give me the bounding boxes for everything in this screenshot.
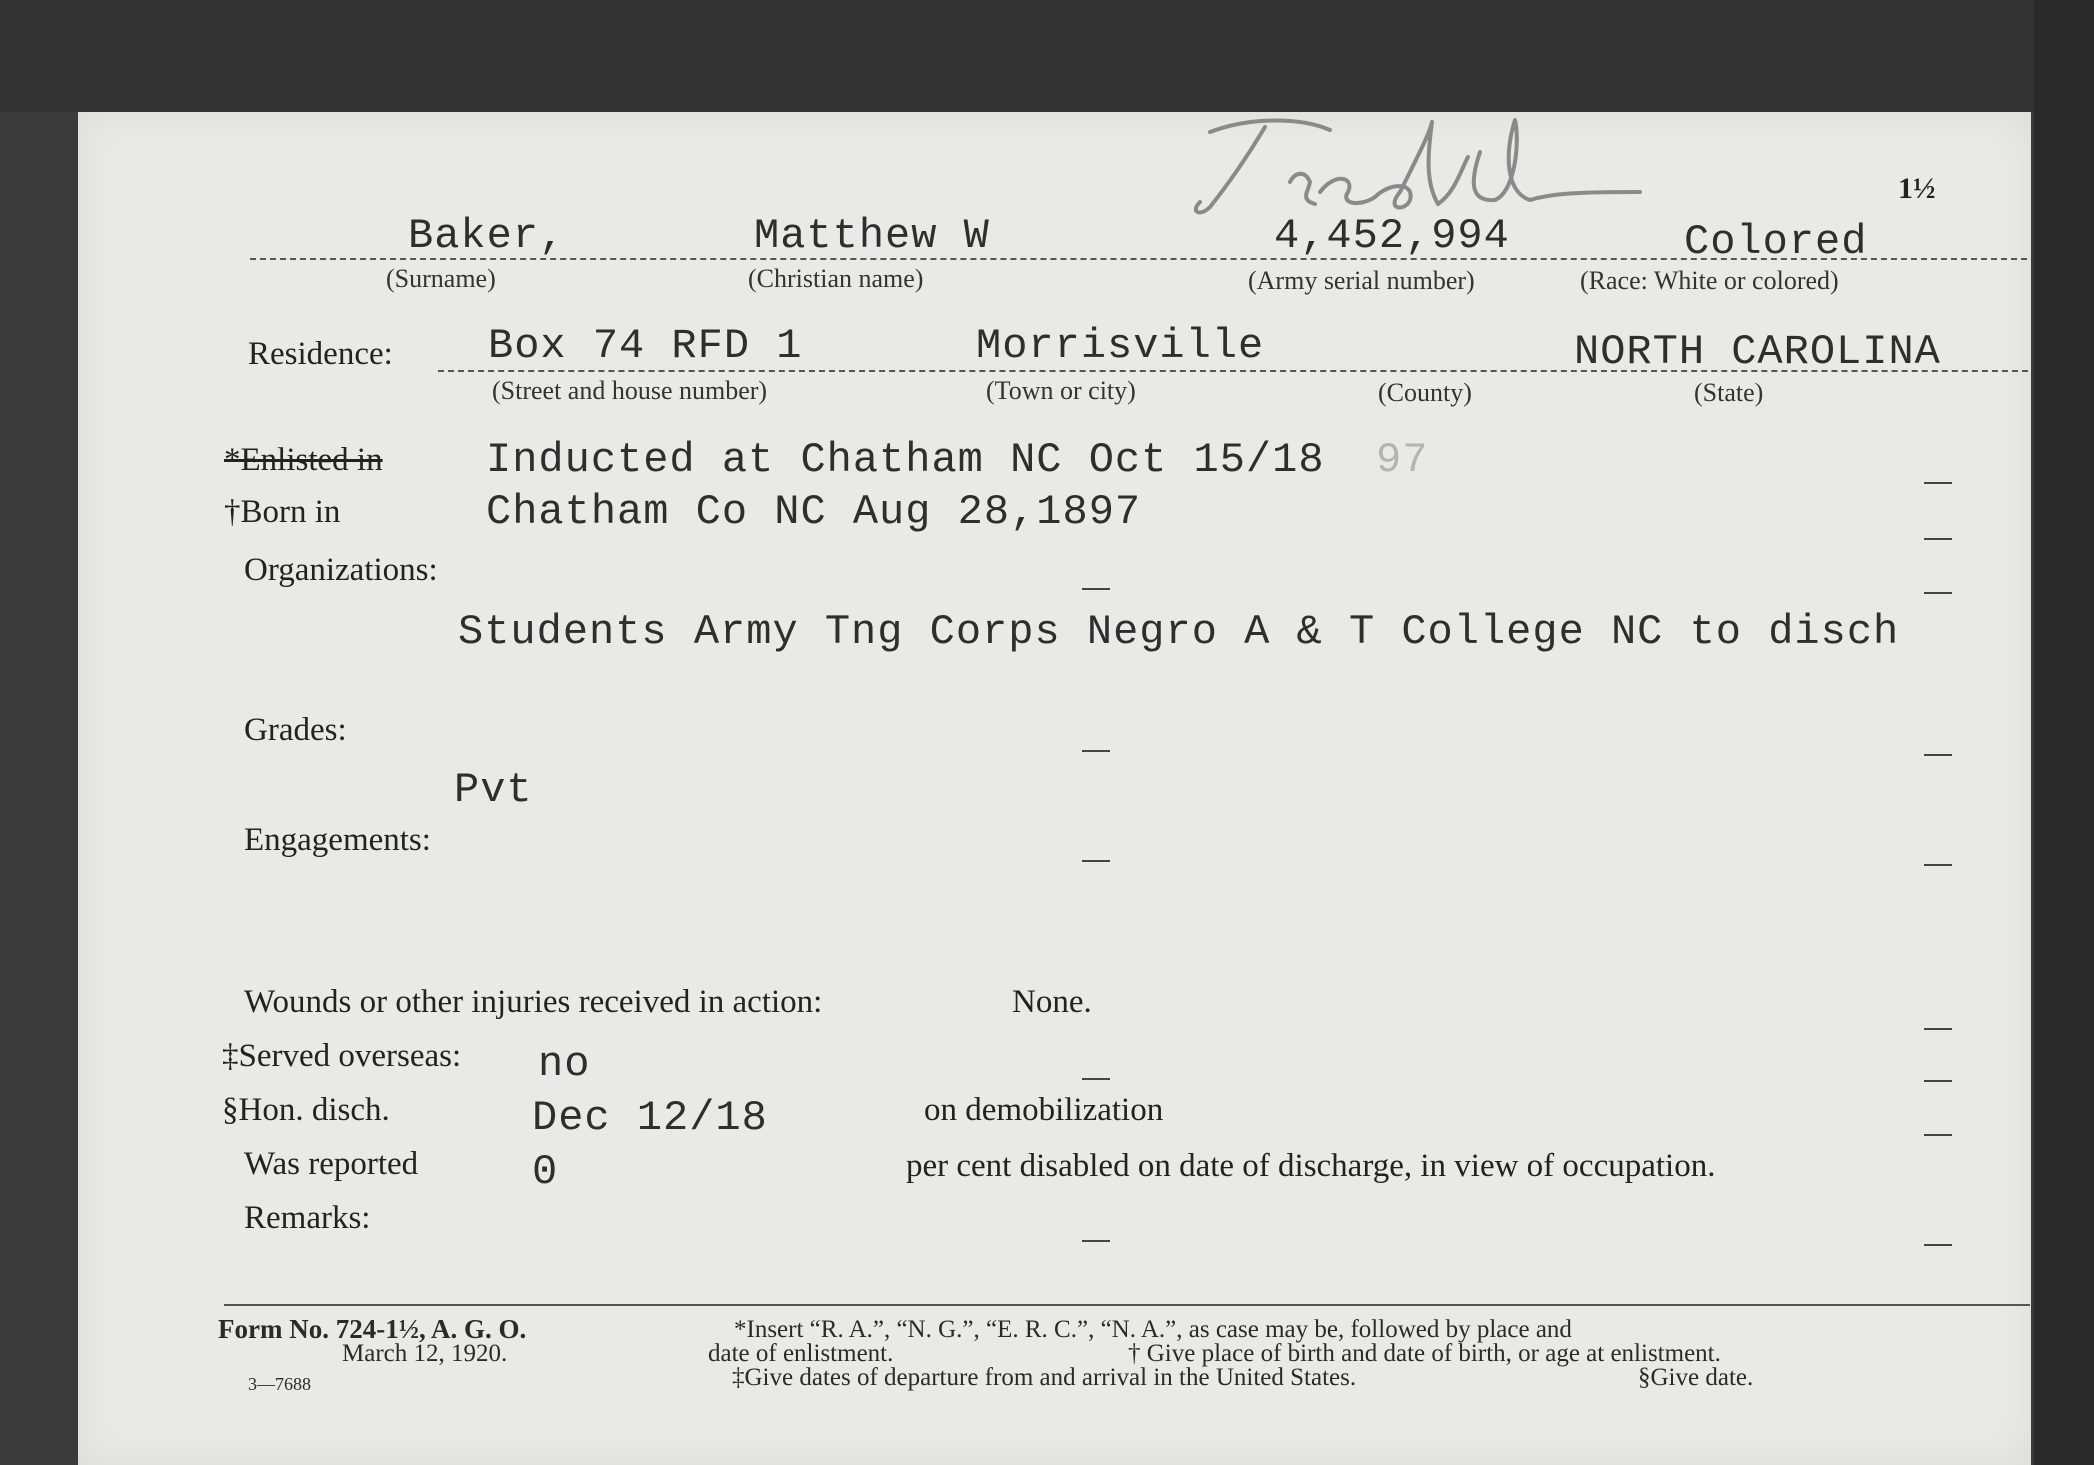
margin-dash — [1924, 592, 1952, 594]
race-value: Colored — [1684, 218, 1868, 266]
was-reported-suffix: per cent disabled on date of discharge, in view of occupation. — [906, 1148, 1716, 1184]
center-dash — [1082, 1078, 1110, 1080]
print-number: 3—7688 — [248, 1374, 311, 1394]
margin-dash — [1924, 864, 1952, 866]
engagements-label: Engagements: — [244, 822, 431, 858]
center-dash — [1082, 860, 1110, 862]
residence-state-value: NORTH CAROLINA — [1574, 328, 1941, 376]
christian-name-value: Matthew W — [754, 212, 990, 260]
footnote-discharge: §Give date. — [1638, 1364, 1754, 1391]
grades-label: Grades: — [244, 712, 347, 748]
center-dash — [1082, 1240, 1110, 1242]
christian-name-caption: (Christian name) — [748, 264, 924, 293]
wounds-value: None. — [1012, 984, 1092, 1020]
serial-number-caption: (Army serial number) — [1248, 266, 1475, 295]
scan-backdrop — [0, 0, 2094, 112]
surname-caption: (Surname) — [386, 264, 496, 293]
residence-street-value: Box 74 RFD 1 — [488, 322, 803, 370]
street-caption: (Street and house number) — [492, 376, 768, 405]
margin-dash — [1924, 538, 1952, 540]
footer-rule — [224, 1304, 2030, 1306]
footnote-birth: † Give place of birth and date of birth, or age at enlistment. — [1128, 1340, 1721, 1367]
form-date: March 12, 1920. — [342, 1340, 508, 1367]
wounds-label: Wounds or other injuries received in action: — [244, 984, 823, 1020]
hon-disch-value: Dec 12/18 — [532, 1094, 768, 1142]
center-dash — [1082, 750, 1110, 752]
enlisted-year-faint: 97 — [1376, 436, 1429, 484]
margin-dash — [1924, 482, 1952, 484]
serial-number-value: 4,452,994 — [1274, 212, 1510, 260]
born-value: Chatham Co NC Aug 28,1897 — [486, 488, 1142, 536]
scan-backdrop-edge — [2034, 0, 2094, 1465]
margin-dash — [1924, 1134, 1952, 1136]
footnote-insert: *Insert “R. A.”, “N. G.”, “E. R. C.”, “N. A.”, as case may be, followed by place and — [734, 1316, 1572, 1343]
organizations-value: Students Army Tng Corps Negro A & T College NC to disch — [458, 608, 1900, 656]
town-caption: (Town or city) — [986, 376, 1136, 405]
remarks-label: Remarks: — [244, 1200, 371, 1236]
margin-dash — [1924, 1244, 1952, 1246]
hon-disch-label: §Hon. disch. — [222, 1092, 390, 1128]
center-dash — [1082, 588, 1110, 590]
enlisted-label: *Enlisted in — [224, 442, 383, 478]
residence-town-value: Morrisville — [976, 322, 1265, 370]
footnote-insert-cont: date of enlistment. — [708, 1340, 894, 1367]
margin-dash — [1924, 1080, 1952, 1082]
race-caption: (Race: White or colored) — [1580, 266, 1839, 295]
surname-value: Baker, — [408, 212, 566, 260]
margin-dash — [1924, 754, 1952, 756]
state-caption: (State) — [1694, 378, 1764, 407]
organizations-label: Organizations: — [244, 552, 438, 588]
form-fraction: 1½ — [1898, 172, 1936, 205]
county-caption: (County) — [1378, 378, 1472, 407]
grades-value: Pvt — [454, 766, 533, 814]
served-overseas-value: no — [538, 1040, 591, 1088]
form-number: Form No. 724-1½, A. G. O. — [218, 1314, 527, 1344]
born-label: †Born in — [224, 494, 341, 530]
service-record-card — [78, 112, 2031, 1465]
hon-disch-suffix: on demobilization — [924, 1092, 1164, 1128]
enlisted-value: Inducted at Chatham NC Oct 15/18 — [486, 436, 1325, 484]
was-reported-label: Was reported — [244, 1146, 419, 1182]
served-overseas-label: ‡Served overseas: — [222, 1038, 462, 1074]
margin-dash — [1924, 1028, 1952, 1030]
residence-label: Residence: — [248, 336, 393, 372]
footnote-overseas: ‡Give dates of departure from and arrival in the United States. — [732, 1364, 1357, 1391]
was-reported-value: 0 — [532, 1148, 559, 1196]
